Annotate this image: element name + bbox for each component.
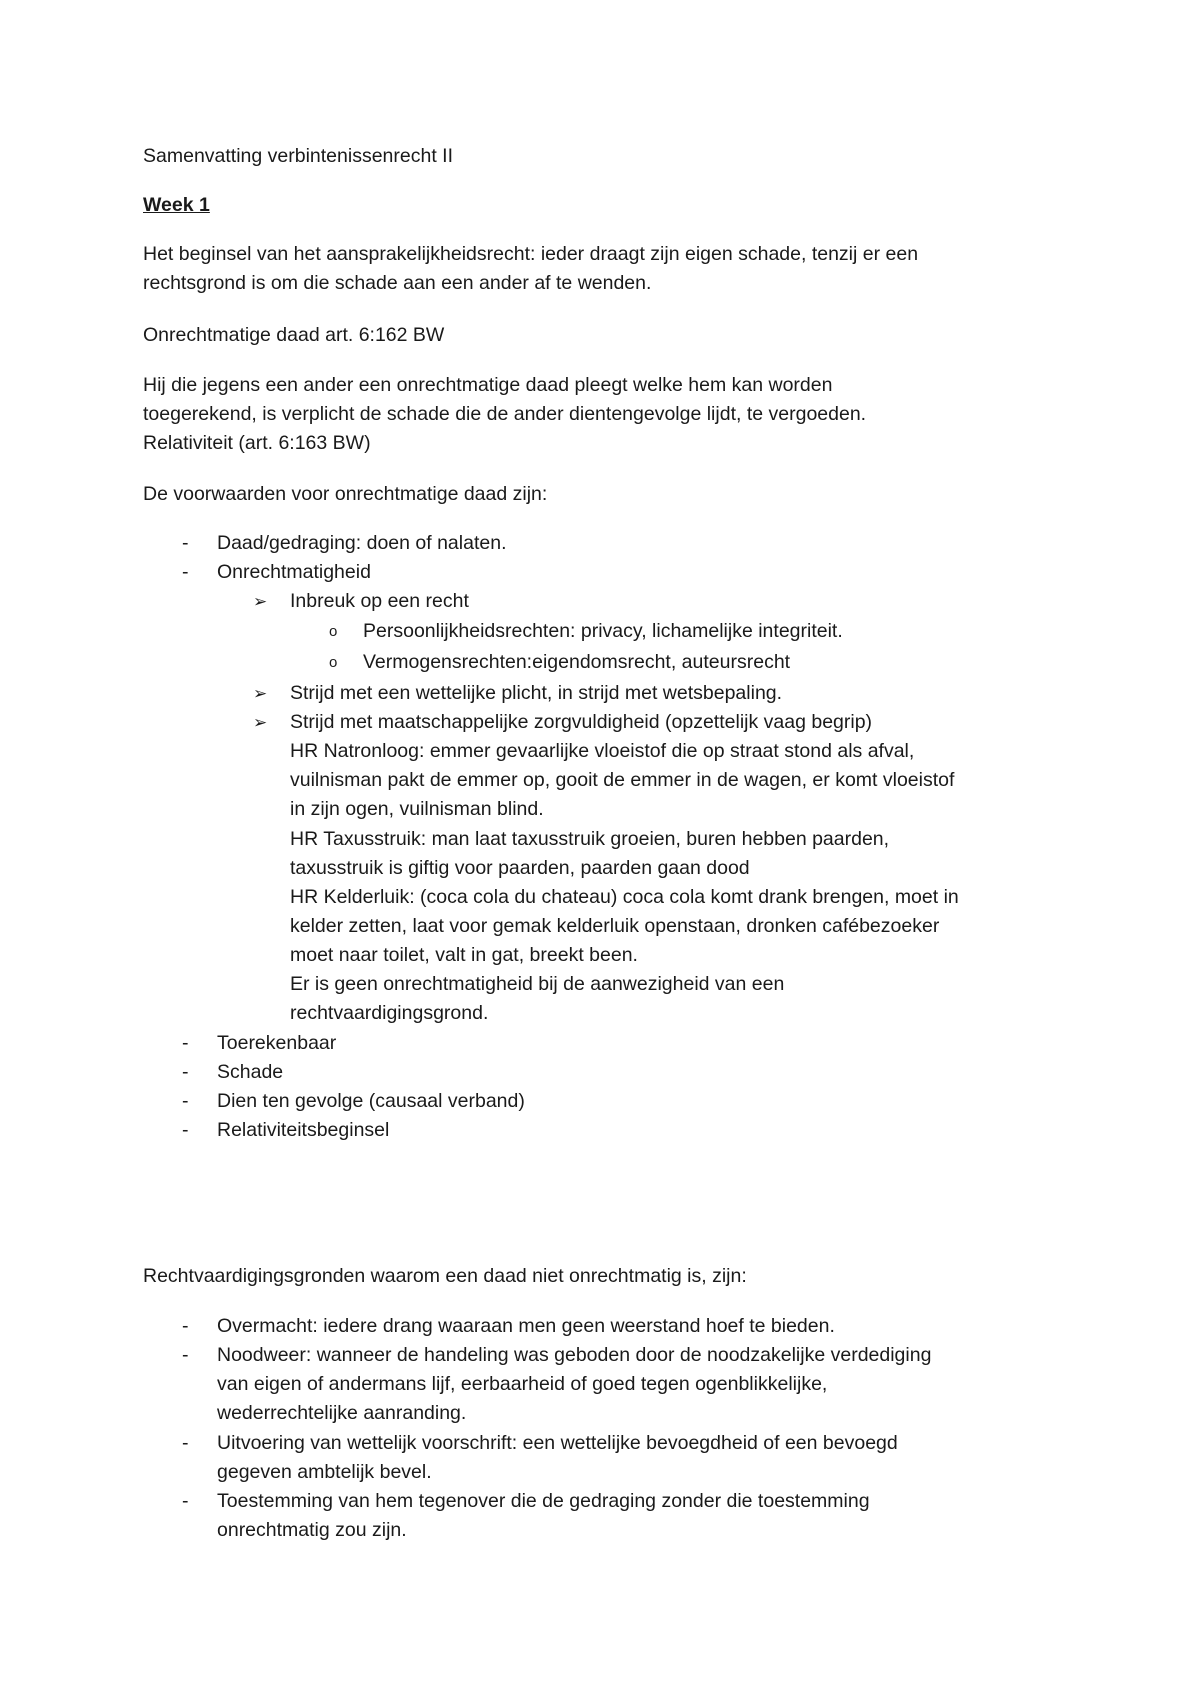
condition-item: Toerekenbaar <box>217 1032 337 1054</box>
conditions-intro: De voorwaarden voor onrechtmatige daad zijn: <box>143 483 548 505</box>
intro-line-1: Het beginsel van het aansprakelijkheidsrecht: ieder draagt zijn eigen schade, tenzij er een <box>143 243 919 265</box>
circle-bullet-icon: o <box>329 623 338 640</box>
justification-item: Overmacht: iedere drang waaraan men geen weerstand hoef te bieden. <box>217 1315 835 1337</box>
list-item <box>143 1116 1083 1145</box>
dash-bullet: - <box>182 1344 189 1366</box>
justification-text: gegeven ambtelijk bevel. <box>217 1461 432 1483</box>
list-item <box>143 529 1083 558</box>
justification-text: wederrechtelijke aanranding. <box>217 1402 467 1424</box>
intro-line-2: rechtsgrond is om die schade aan een ander af te wenden. <box>143 272 652 294</box>
case-text: HR Natronloog: emmer gevaarlijke vloeistof die op straat stond als afval, <box>290 740 915 762</box>
dash-bullet: - <box>182 1490 189 1512</box>
sub-list-item <box>143 679 1083 708</box>
justification-item: Toestemming van hem tegenover die de gedraging zonder die toestemming <box>217 1490 870 1512</box>
justification-item: Uitvoering van wettelijk voorschrift: een wettelijke bevoegdheid of een bevoegd <box>217 1432 898 1454</box>
justification-item: Noodweer: wanneer de handeling was geboden door de noodzakelijke verdediging <box>217 1344 932 1366</box>
case-text: rechtvaardigingsgrond. <box>290 1002 489 1024</box>
justification-text: van eigen of andermans lijf, eerbaarheid of goed tegen ogenblikkelijke, <box>217 1373 828 1395</box>
case-text: moet naar toilet, valt in gat, breekt been. <box>290 944 638 966</box>
sub-sub-condition-item: Vermogensrechten:eigendomsrecht, auteursrecht <box>363 651 791 673</box>
week-heading: Week 1 <box>143 194 210 216</box>
case-text: in zijn ogen, vuilnisman blind. <box>290 798 544 820</box>
dash-bullet: - <box>182 1315 189 1337</box>
ood-heading: Onrechtmatige daad art. 6:162 BW <box>143 324 445 346</box>
dash-bullet: - <box>182 1090 189 1112</box>
list-item <box>143 1087 1083 1116</box>
arrow-bullet-icon: ➢ <box>253 684 268 703</box>
article-line-3: Relativiteit (art. 6:163 BW) <box>143 432 371 454</box>
condition-item: Schade <box>217 1061 284 1083</box>
list-item <box>143 1341 1083 1370</box>
dash-bullet: - <box>182 1432 189 1454</box>
case-text: HR Kelderluik: (coca cola du chateau) coca cola komt drank brengen, moet in <box>290 886 959 908</box>
justification-intro: Rechtvaardigingsgronden waarom een daad niet onrechtmatig is, zijn: <box>143 1265 747 1287</box>
case-text: kelder zetten, laat voor gemak kelderluik openstaan, dronken cafébezoeker <box>290 915 940 937</box>
dash-bullet: - <box>182 532 189 554</box>
condition-item: Relativiteitsbeginsel <box>217 1119 390 1141</box>
dash-bullet: - <box>182 1061 189 1083</box>
condition-item: Onrechtmatigheid <box>217 561 371 583</box>
list-item <box>143 558 1083 587</box>
document-title: Samenvatting verbintenissenrecht II <box>143 145 454 167</box>
case-text: HR Taxusstruik: man laat taxusstruik groeien, buren hebben paarden, <box>290 828 890 850</box>
article-line-1: Hij die jegens een ander een onrechtmatige daad pleegt welke hem kan worden <box>143 374 833 396</box>
case-text: Er is geen onrechtmatigheid bij de aanwezigheid van een <box>290 973 785 995</box>
circle-bullet-icon: o <box>329 654 338 671</box>
sub-condition-item: Strijd met een wettelijke plicht, in strijd met wetsbepaling. <box>290 682 783 704</box>
dash-bullet: - <box>182 561 189 583</box>
article-line-2: toegerekend, is verplicht de schade die de ander dientengevolge lijdt, te vergoeden. <box>143 403 867 425</box>
list-item <box>143 1429 1083 1458</box>
document-page <box>143 0 1083 1698</box>
sub-sub-condition-item: Persoonlijkheidsrechten: privacy, lichamelijke integriteit. <box>363 620 843 642</box>
sub-list-item <box>143 587 1083 616</box>
sub-condition-item: Strijd met maatschappelijke zorgvuldigheid (opzettelijk vaag begrip) <box>290 711 873 733</box>
arrow-bullet-icon: ➢ <box>253 592 268 611</box>
list-item <box>143 1487 1083 1516</box>
sub-sub-list-item <box>143 617 1083 646</box>
list-item <box>143 1058 1083 1087</box>
sub-condition-item: Inbreuk op een recht <box>290 590 469 612</box>
dash-bullet: - <box>182 1032 189 1054</box>
sub-list-item <box>143 708 1083 737</box>
case-text: vuilnisman pakt de emmer op, gooit de emmer in de wagen, er komt vloeistof <box>290 769 955 791</box>
dash-bullet: - <box>182 1119 189 1141</box>
sub-sub-list-item <box>143 648 1083 677</box>
case-text: taxusstruik is giftig voor paarden, paarden gaan dood <box>290 857 750 879</box>
condition-item: Dien ten gevolge (causaal verband) <box>217 1090 525 1112</box>
arrow-bullet-icon: ➢ <box>253 713 268 732</box>
condition-item: Daad/gedraging: doen of nalaten. <box>217 532 507 554</box>
list-item <box>143 1029 1083 1058</box>
list-item <box>143 1312 1083 1341</box>
justification-text: onrechtmatig zou zijn. <box>217 1519 407 1541</box>
